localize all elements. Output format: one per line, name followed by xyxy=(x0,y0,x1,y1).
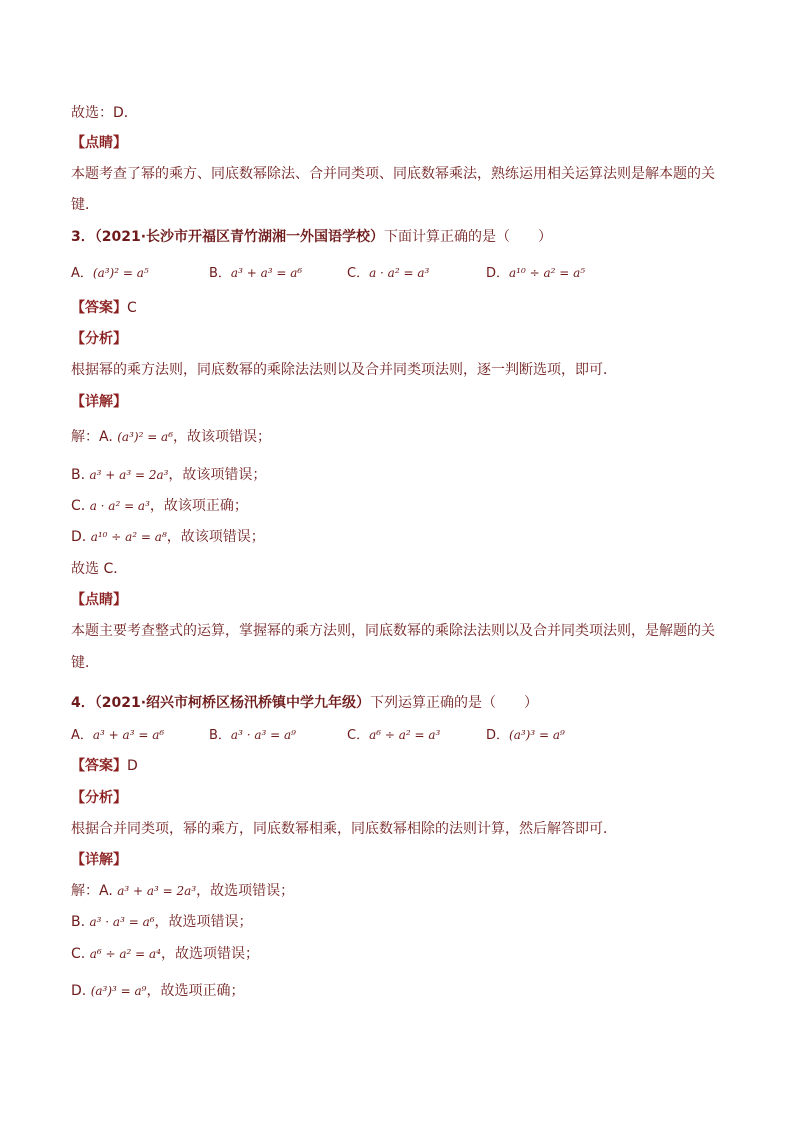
detail-note: ，故选项正确； xyxy=(146,983,245,999)
q4-option-c xyxy=(347,726,440,745)
detail-prefix: 解：A. xyxy=(71,429,113,445)
q4-analysis-tag: 【分析】 xyxy=(71,790,127,806)
question-text: 下列运算正确的是（ ） xyxy=(370,695,539,711)
detail-prefix: 解：A. xyxy=(71,883,113,899)
option-expression: (a³)² = a⁵ xyxy=(92,266,149,280)
detail-note: ，故该项错误； xyxy=(166,529,265,545)
detail-prefix: B. xyxy=(71,914,86,930)
option-label: D． xyxy=(486,728,510,743)
option-expression: a³ + a³ = a⁶ xyxy=(92,728,165,742)
question-source: （2021·长沙市开福区青竹湖湘一外国语学校） xyxy=(94,229,385,245)
detail-note: ，故选项错误； xyxy=(160,946,259,962)
q4-detail-c xyxy=(71,945,259,963)
q3-analysis-text: 根据幂的乘方法则，同底数幂的乘除法法则以及合并同类项法则，逐一判断选项，即可． xyxy=(71,362,617,378)
answer-tag: 【答案】 xyxy=(71,758,127,774)
option-expression: a⁶ ÷ a² = a³ xyxy=(369,728,441,742)
q3-review-tag: 【点睛】 xyxy=(71,592,127,608)
q3-detail-a xyxy=(71,428,271,446)
option-label: A． xyxy=(71,266,93,281)
option-label: D． xyxy=(486,266,510,281)
answer-value: D xyxy=(127,758,138,774)
detail-note: ，故该项正确； xyxy=(149,498,248,514)
q3-option-c xyxy=(347,264,429,283)
choose-answer-prev: 故选：D． xyxy=(71,105,138,121)
question-source: （2021·绍兴市柯桥区杨汛桥镇中学九年级） xyxy=(94,695,371,711)
q3-review-text-1: 本题主要考查整式的运算，掌握幂的乘方法则，同底数幂的乘除法法则以及合并同类项法则，是解题的关 xyxy=(71,623,715,639)
option-expression: a³ · a³ = a⁹ xyxy=(230,728,296,742)
q4-detail-tag: 【详解】 xyxy=(71,852,127,868)
q4-option-a xyxy=(71,726,164,745)
q3-option-a xyxy=(71,264,149,283)
q3-answer xyxy=(71,299,137,317)
q3-choose: 故选 C． xyxy=(71,561,128,577)
q3-option-d xyxy=(486,264,585,283)
option-expression: a · a² = a³ xyxy=(369,266,430,280)
detail-prefix: B. xyxy=(71,467,86,483)
detail-expression: a³ + a³ = 2a³ xyxy=(117,884,197,898)
question-number: 3． xyxy=(71,229,95,245)
detail-expression: a³ + a³ = 2a³ xyxy=(89,468,169,482)
q3-detail-d xyxy=(71,528,265,546)
q3-detail-c xyxy=(71,497,248,515)
detail-expression: a³ · a³ = a⁶ xyxy=(89,915,155,929)
q4-detail-d xyxy=(71,982,244,1000)
q3-review-text-2: 键． xyxy=(71,655,99,671)
q4-option-b xyxy=(209,726,296,745)
q4-detail-a xyxy=(71,882,294,900)
q3-analysis-tag: 【分析】 xyxy=(71,331,127,347)
detail-expression: a · a² = a³ xyxy=(89,499,150,513)
question-4-stem xyxy=(71,694,538,712)
option-expression: a³ + a³ = a⁶ xyxy=(230,266,303,280)
detail-expression: (a³)² = a⁶ xyxy=(117,430,174,444)
detail-expression: a¹⁰ ÷ a² = a⁸ xyxy=(90,530,167,544)
detail-note: ，故选项错误； xyxy=(196,883,295,899)
q4-option-d xyxy=(486,726,565,745)
review-text-prev-1: 本题考查了幂的乘方、同底数幂除法、合并同类项、同底数幂乘法，熟练运用相关运算法则是解本题的关 xyxy=(71,166,715,182)
detail-prefix: D. xyxy=(71,983,87,999)
detail-note: ，故该项错误； xyxy=(173,429,272,445)
review-tag-prev: 【点睛】 xyxy=(71,135,127,151)
q3-option-b xyxy=(209,264,302,283)
answer-value: C xyxy=(127,300,137,316)
answer-tag: 【答案】 xyxy=(71,300,127,316)
question-number: 4． xyxy=(71,695,95,711)
detail-expression: a⁶ ÷ a² = a⁴ xyxy=(89,947,161,961)
question-3-stem xyxy=(71,228,552,246)
question-text: 下面计算正确的是（ ） xyxy=(384,229,553,245)
option-label: B． xyxy=(209,728,231,743)
detail-prefix: D. xyxy=(71,529,87,545)
option-label: C． xyxy=(347,728,370,743)
q3-detail-tag: 【详解】 xyxy=(71,394,127,410)
option-expression: a¹⁰ ÷ a² = a⁵ xyxy=(509,266,586,280)
review-text-prev-2: 键． xyxy=(71,197,99,213)
detail-note: ，故选项错误； xyxy=(154,914,253,930)
q4-answer xyxy=(71,757,138,775)
q4-analysis-text: 根据合并同类项，幂的乘方，同底数幂相乘，同底数幂相除的法则计算，然后解答即可． xyxy=(71,821,617,837)
detail-prefix: C. xyxy=(71,946,86,962)
option-label: C． xyxy=(347,266,370,281)
q3-detail-b xyxy=(71,466,266,484)
detail-expression: (a³)³ = a⁹ xyxy=(90,984,147,998)
option-expression: (a³)³ = a⁹ xyxy=(509,728,565,742)
option-label: A． xyxy=(71,728,93,743)
detail-note: ，故该项错误； xyxy=(168,467,267,483)
detail-prefix: C. xyxy=(71,498,86,514)
option-label: B． xyxy=(209,266,231,281)
q4-detail-b xyxy=(71,913,253,931)
